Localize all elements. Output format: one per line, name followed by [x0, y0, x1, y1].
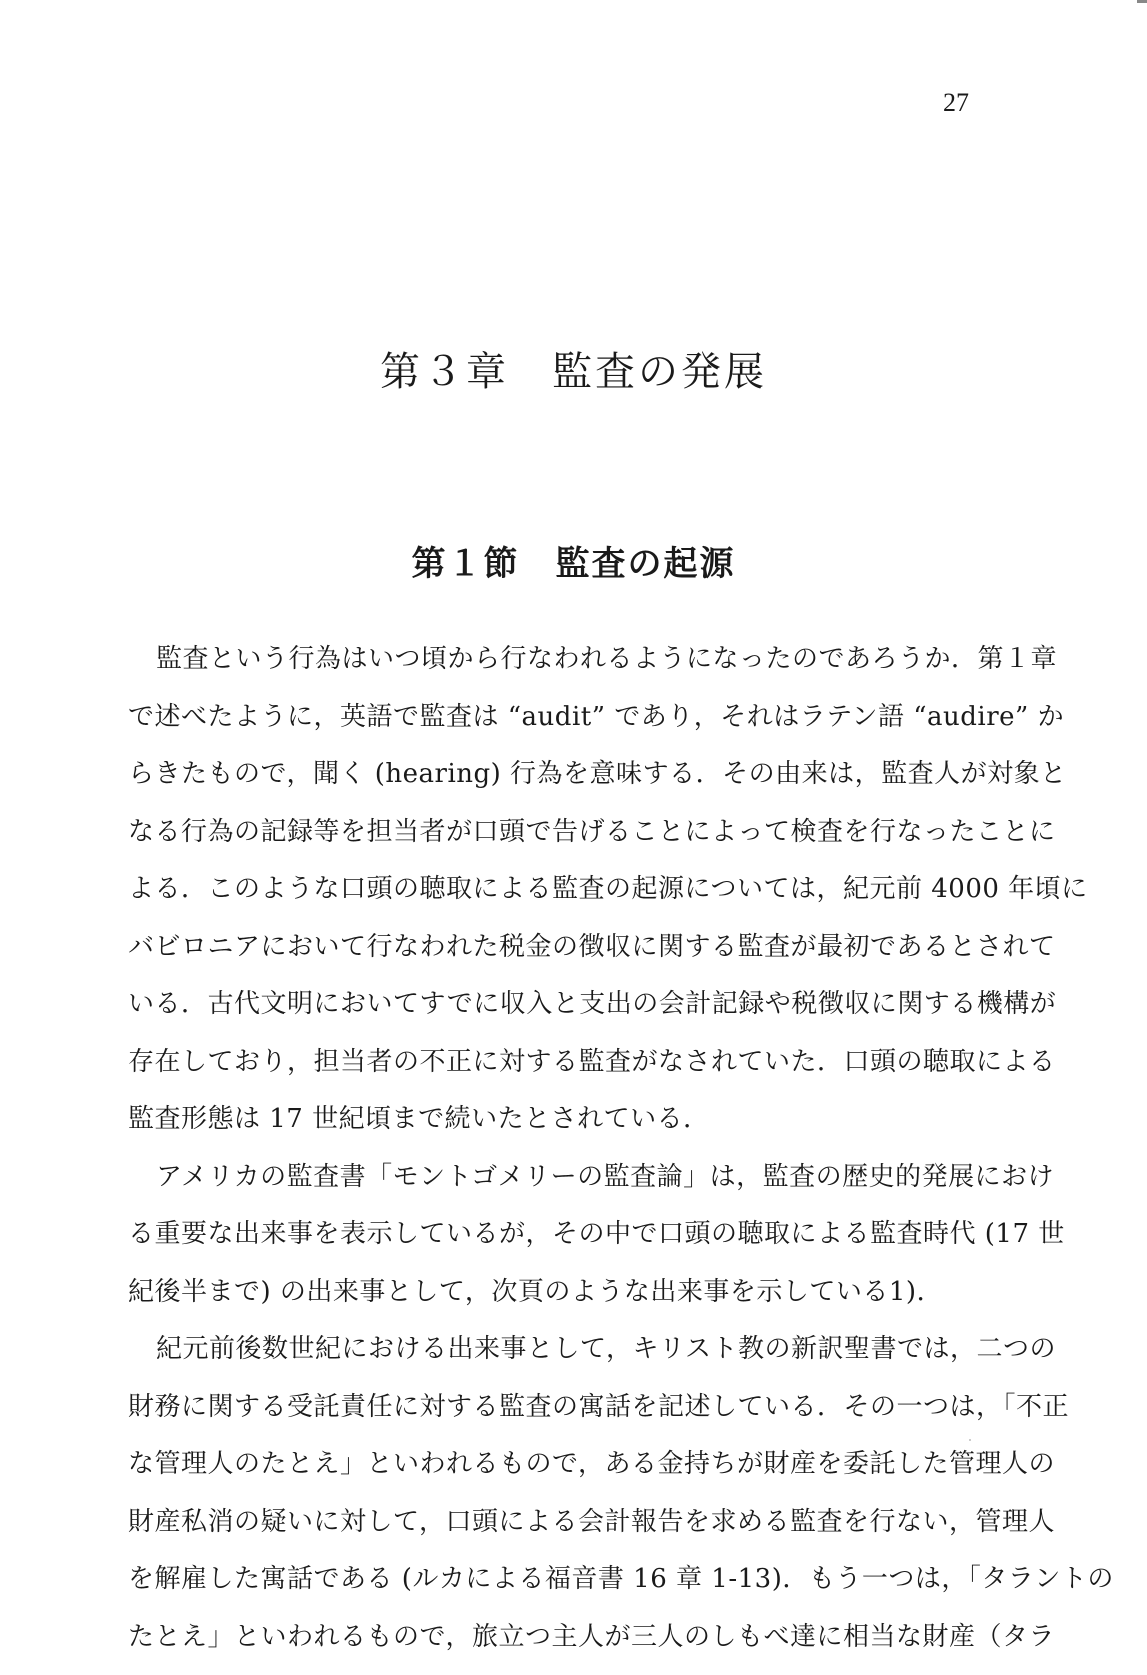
text-line: る重要な出来事を表示しているが，その中で口頭の聴取による監査時代 (17 世 [128, 1215, 998, 1273]
text-line: で述べたように，英語で監査は “audit” であり，それはラテン語 “audire” か [128, 698, 998, 756]
text-line: たとえ」といわれるもので，旅立つ主人が三人のしもべ達に相当な財産（タラ [128, 1618, 998, 1675]
text-line: アメリカの監査書「モントゴメリーの監査論」は，監査の歴史的発展におけ [128, 1158, 998, 1216]
text-line: らきたもので，聞く (hearing) 行為を意味する．その由来は，監査人が対象と [128, 755, 998, 813]
scan-speck [969, 1439, 971, 1441]
text-line: なる行為の記録等を担当者が口頭で告げることによって検査を行なったことに [128, 813, 998, 871]
text-line: いる．古代文明においてすでに収入と支出の会計記録や税徴収に関する機構が [128, 985, 998, 1043]
text-line: な管理人のたとえ」といわれるもので，ある金持ちが財産を委託した管理人の [128, 1445, 998, 1503]
text-line: 紀元前後数世紀における出来事として，キリスト教の新訳聖書では，二つの [128, 1330, 998, 1388]
text-line: 監査という行為はいつ頃から行なわれるようになったのであろうか．第１章 [128, 640, 998, 698]
text-line: よる．このような口頭の聴取による監査の起源については，紀元前 4000 年頃に [128, 870, 998, 928]
text-line: 存在しており，担当者の不正に対する監査がなされていた．口頭の聴取による [128, 1043, 998, 1101]
body-text [128, 640, 998, 1675]
text-line: 財産私消の疑いに対して，口頭による会計報告を求める監査を行ない，管理人 [128, 1503, 998, 1561]
text-line: バビロニアにおいて行なわれた税金の徴収に関する監査が最初であるとされて [128, 928, 998, 986]
text-line: を解雇した寓話である (ルカによる福音書 16 章 1-13)．もう一つは，「タラントの [128, 1560, 998, 1618]
text-line: 財務に関する受託責任に対する監査の寓話を記述している．その一つは，「不正 [128, 1388, 998, 1446]
chapter-title: 第３章 監査の発展 [0, 340, 1147, 397]
page-number: 27 [943, 88, 969, 118]
scan-edge-mark [1137, 0, 1147, 3]
text-line: 監査形態は 17 世紀頃まで続いたとされている． [128, 1100, 998, 1158]
text-line: 紀後半まで) の出来事として，次頁のような出来事を示している1)． [128, 1273, 998, 1331]
section-title: 第１節 監査の起源 [0, 536, 1147, 585]
